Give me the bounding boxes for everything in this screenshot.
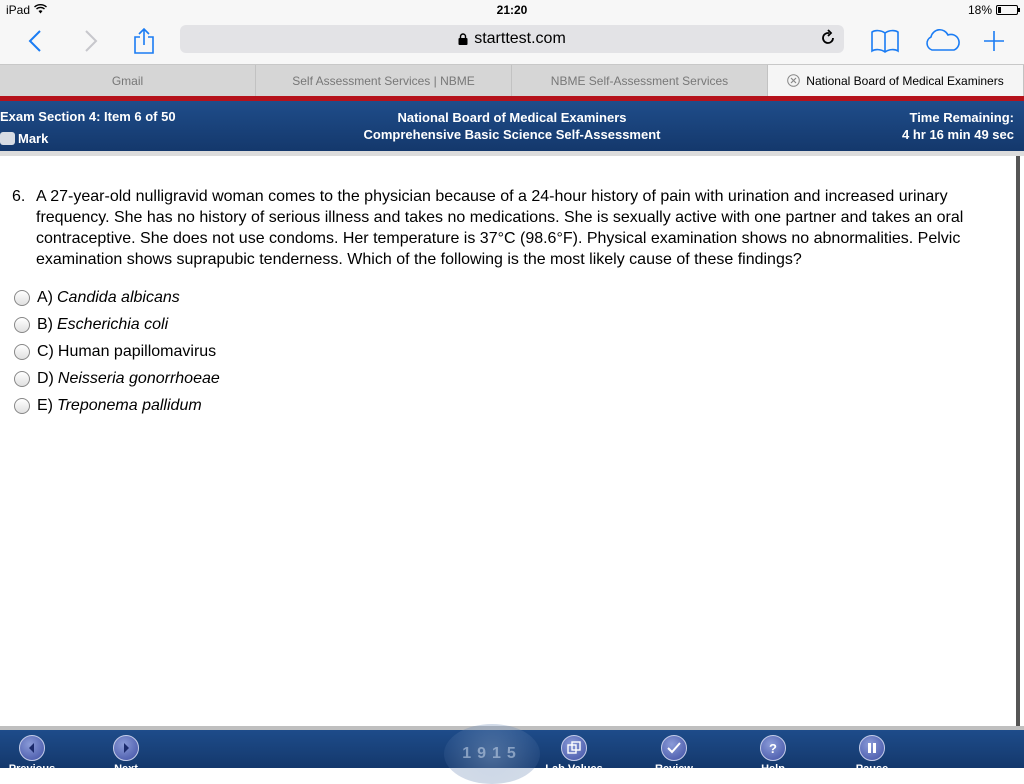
mark-label: Mark: [18, 131, 49, 146]
answer-options: [14, 284, 220, 419]
status-bar: [0, 0, 1024, 20]
device-name: iPad: [6, 3, 31, 17]
tab-bar: [0, 64, 1024, 96]
next-label: Next: [114, 763, 138, 775]
option-text: Neisseria gonorrhoeae: [57, 369, 220, 387]
exam-title: Comprehensive Basic Science Self-Assessment: [363, 127, 661, 142]
review-label: Review: [655, 763, 693, 775]
option-letter: D): [37, 369, 54, 387]
tab-label: National Board of Medical Examiners: [806, 73, 1004, 88]
exam-footer: [0, 730, 1024, 775]
new-tab-icon[interactable]: [980, 26, 1008, 56]
lab-values-button[interactable]: [542, 735, 606, 775]
bookmarks-icon[interactable]: [868, 26, 902, 56]
lock-icon: [458, 33, 468, 45]
help-button[interactable]: [741, 735, 805, 775]
close-tab-icon[interactable]: [787, 74, 800, 87]
right-arrow-icon: [113, 735, 139, 761]
status-time: 21:20: [496, 3, 528, 17]
tab-label: NBME Self-Assessment Services: [550, 73, 729, 88]
previous-label: Previous: [8, 763, 56, 775]
option-letter: B): [37, 315, 53, 333]
answer-option-b[interactable]: [14, 311, 220, 338]
battery-icon: [996, 5, 1018, 15]
lab-values-label: Lab Values: [545, 763, 603, 775]
review-button[interactable]: [642, 735, 706, 775]
question-icon: ?: [760, 735, 786, 761]
url-text: starttest.com: [474, 30, 566, 47]
question-text: A 27-year-old nulligravid woman comes to the physician because of a 24-hour history of pain with urination and increased urinary frequency. She has no history of serious illness and takes no medications. She is sexually active with one partner and takes an oral contraceptive. She does not use condoms. Her temperature is 37°C (98.6°F). Physical examination shows no abnormalities. Pelvic examination shows suprapubic tenderness. Which of the following is the most likely cause of these findings?: [36, 188, 964, 268]
tab-nbme-self-assessment-services[interactable]: [512, 65, 768, 96]
tab-gmail[interactable]: [0, 65, 256, 96]
time-label: Time Remaining:: [909, 110, 1014, 125]
option-text: Treponema pallidum: [57, 396, 202, 414]
time-value: 4 hr 16 min 49 sec: [901, 127, 1014, 142]
answer-option-d[interactable]: [14, 365, 220, 392]
question-stem: [12, 186, 1002, 270]
previous-button[interactable]: [0, 735, 64, 775]
option-letter: C): [37, 342, 54, 360]
back-icon[interactable]: [22, 26, 48, 56]
forward-icon[interactable]: [78, 26, 104, 56]
option-letter: A): [37, 288, 53, 306]
tab-self-assessment-services-nbme[interactable]: [256, 65, 512, 96]
address-bar[interactable]: [180, 25, 844, 53]
item-counter: Exam Section 4: Item 6 of 50: [0, 109, 176, 124]
tab-label: Self Assessment Services | NBME: [292, 73, 475, 88]
nbme-seal-logo: 1915: [444, 724, 540, 784]
question-number: 6.: [12, 188, 26, 205]
pause-icon: [859, 735, 885, 761]
pause-label: Pause: [855, 763, 889, 775]
battery-percent: 18%: [967, 3, 992, 17]
answer-option-a[interactable]: [14, 284, 220, 311]
browser-toolbar: [0, 20, 1024, 64]
answer-option-c[interactable]: [14, 338, 220, 365]
next-button[interactable]: [94, 735, 158, 775]
radio-button[interactable]: [14, 290, 30, 306]
time-remaining: [902, 109, 1014, 143]
answer-option-e[interactable]: [14, 392, 220, 419]
exam-title-block: [0, 109, 1024, 143]
radio-button[interactable]: [14, 344, 30, 360]
reload-icon[interactable]: [820, 29, 836, 52]
radio-button[interactable]: [14, 371, 30, 387]
icloud-tabs-icon[interactable]: [922, 26, 962, 56]
question-panel: [0, 156, 1020, 726]
org-title: National Board of Medical Examiners: [397, 110, 627, 125]
radio-button[interactable]: [14, 317, 30, 333]
share-icon[interactable]: [130, 26, 158, 56]
option-text: Escherichia coli: [57, 315, 169, 333]
exam-header: [0, 101, 1024, 151]
option-text: Candida albicans: [57, 288, 180, 306]
battery-area: [968, 3, 1018, 17]
option-text: Human papillomavirus: [57, 342, 217, 360]
left-arrow-icon: [19, 735, 45, 761]
pause-button[interactable]: [840, 735, 904, 775]
tab-label: Gmail: [111, 73, 144, 88]
help-label: Help: [761, 763, 785, 775]
tab-national-board-of-medical-examiners[interactable]: [768, 65, 1024, 96]
checkmark-icon: [661, 735, 687, 761]
option-letter: E): [37, 396, 53, 414]
lab-values-icon: [561, 735, 587, 761]
radio-button[interactable]: [14, 398, 30, 414]
